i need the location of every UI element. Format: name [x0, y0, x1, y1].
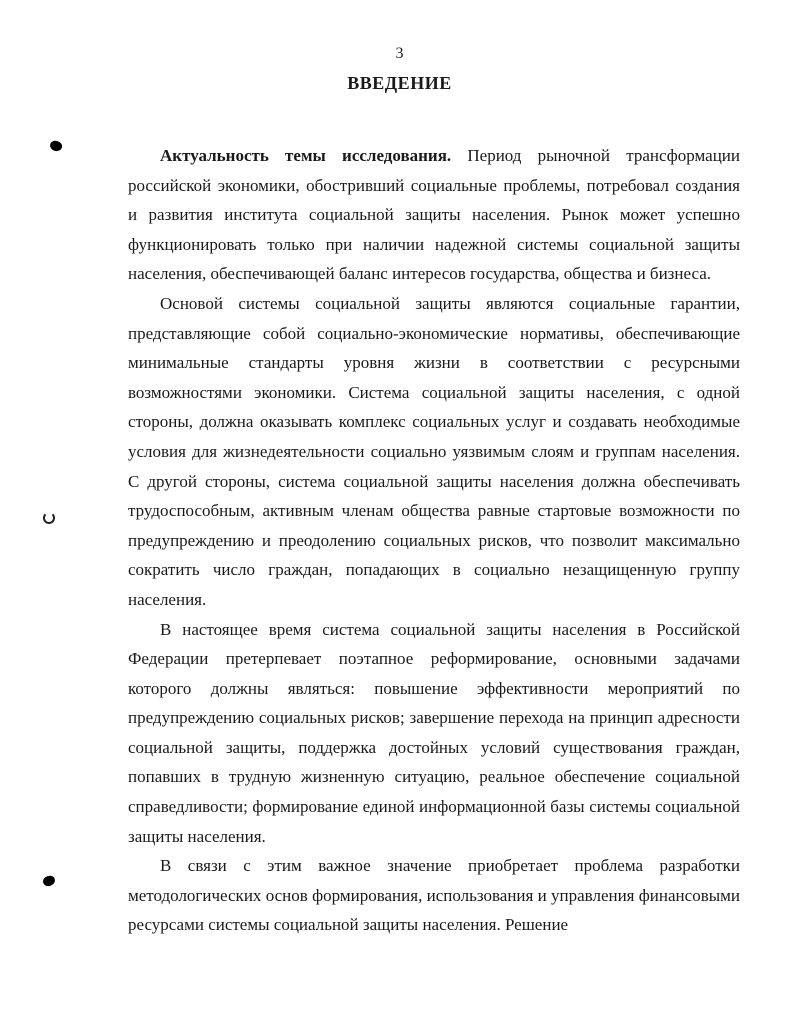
- page-title: ВВЕДЕНИЕ: [347, 73, 452, 93]
- paragraph-text: Период рыночной трансформации российской экономики, обостривший социальные проблемы, потребовал создания и развития института социальной защиты населения. Рынок может успешно функционировать только при наличии надежной системы социальной защиты населения, обеспечивающей баланс интересов государства, общества и бизнеса.: [128, 146, 740, 284]
- page-number: 3: [395, 45, 404, 62]
- scan-mark: [42, 875, 56, 888]
- paragraph-methodology: В связи с этим важное значение приобретает проблема разработки методологических основ формирования, использования и управления финансовыми ресурсами системы социальной защиты населения. Решение: [128, 856, 740, 935]
- paragraph-relevance: [128, 141, 740, 289]
- scan-mark: [49, 139, 64, 153]
- paragraph-social-guarantees: Основой системы социальной защиты являются социальные гарантии, представляющие собой социально-экономические нормативы, обеспечивающие минимальные стандарты уровня жизни в соответствии с ресурсными возможностями экономики. Система социальной защиты населения, с одной стороны, должна оказывать комплекс социальных услуг и создавать необходимые условия для жизнедеятельности социально уязвимым слоям и группам населения. С другой стороны, система социальной защиты населения должна обеспечивать трудоспособным, активным членам общества равные стартовые возможности по предупреждению и преодолению социальных рисков, что позволит максимально сократить число граждан, попадающих в социально незащищенную группу населения.: [128, 293, 740, 609]
- paragraph-lead: Актуальность темы исследования.: [160, 146, 452, 165]
- paragraph-reform: В настоящее время система социальной защиты населения в Российской Федерации претерпевает поэтапное реформирование, основными задачами которого должны являться: повышение эффективности мероприятий по предупреждению социальных рисков; завершение перехода на принцип адресности социальной защиты, поддержка достойных условий существования граждан, попавших в трудную жизненную ситуацию, реальное обеспечение социальной справедливости; формирование единой информационной базы системы социальной защиты населения.: [128, 619, 740, 846]
- document-body: [128, 141, 740, 940]
- scan-mark: [43, 512, 55, 524]
